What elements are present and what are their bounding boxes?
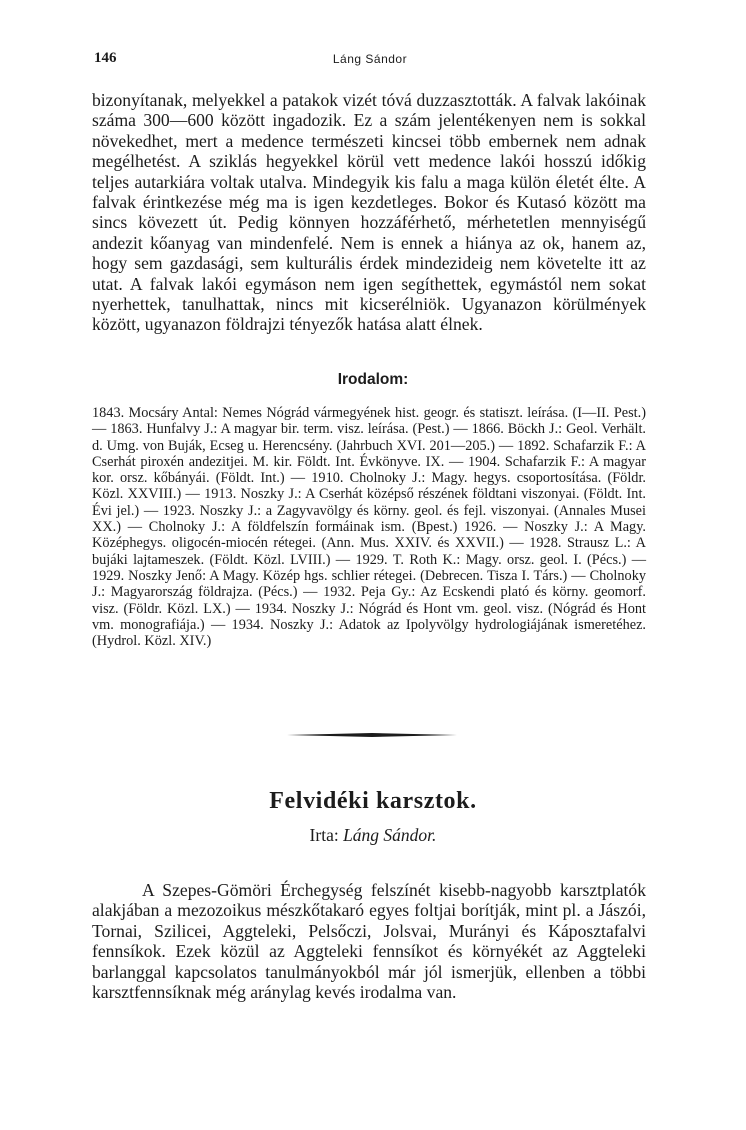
references-heading: Irodalom: [337, 371, 409, 388]
author-name: Láng Sándor. [343, 825, 437, 845]
running-head: Láng Sándor [332, 52, 408, 66]
references-list: 1843. Mocsáry Antal: Nemes Nógrád vármegyének hist. geogr. és statiszt. leírása. (I—II. Pest.) — 1863. Hunfalvy J.: A magyar bir. term. visz. leírása. (Pest.) — 1866. Böckh J.: Geol. Verhält. d. Umg. von Buják, Ecseg u. Herencsény. (Jahrbuch XVI. 201—205.) — 1892. Schafarzik F.: A Cserhát piroxén andezitjei. M. kir. Földt. Int. Évkönyve. IX. — 1904. Schafarzik F.: A magyar kor. orsz. kőbányái. (Földt. Int.) — 1910. Cholnoky J.: Magy. hegys. csoportosítása. (Földr. Közl. XXVIII.) — 1913. Noszky J.: A Cserhát középső részének földtani viszonyai. (Földt. Int. Évi jel.) — 1923. Noszky J.: a Zagyvavölgy és körny. geol. és fejl. viszonyai. (Annales Musei XX.) — Cholnoky J.: A földfelszín formáinak ism. (Bpest.) 1926. — Noszky J.: A Magy. Középhegys. oligocén-miocén rétegei. (Ann. Mus. XXIV. és XXVII.) — 1928. Strausz L.: A bujáki lajtameszek. (Földt. Közl. LVIII.) — 1929. T. Roth K.: Magy. orsz. geol. I. (Pécs.) — 1929. Noszky Jenő: A Magy. Közép hgs. schlier rétegei. (Debrecen. Tisza I. Társ.) — Cholnoky J.: Magyarország földrajza. (Pécs.) — 1932. Peja Gy.: Az Ecskendi plató és körny. geomorf. visz. (Földr. Közl. LX.) — 1934. Noszky J.: Nógrád és Hont vm. geol. visz. (Nógrád és Hont vm. monografiája.) — 1934. Noszky J.: Adatok az Ipolyvölgy hydrologiájának ismeretéhez. (Hydrol. Közl. XIV.) [92, 405, 646, 650]
ornamental-divider [287, 728, 457, 742]
article-paragraph: A Szepes-Gömöri Érchegység felszínét kisebb-nagyobb karsztplatók alakjában a mezozoikus mészkőtakaró egyes foltjai borítják, mint pl. a Jászói, Tornai, Szilicei, Aggteleki, Pelsőczi, Jolsvai, Murányi és Káposztafalvi fennsíkok. Ezek közül az Aggteleki fennsíkot és környékét az Aggteleki barlanggal kapcsolatos tanulmányokból már jól ismerjük, ellenben a többi karsztfennsíknak még aránylag kevés irodalma van. [92, 880, 646, 1003]
intro-paragraph: bizonyítanak, melyekkel a patakok vizét tóvá duzzasztották. A falvak lakóinak száma 300—600 között ingadozik. Ez a szám jelentékenyen nem is sokkal növekedhet, mert a medence természeti kincsei több embernek nem adnak megélhetést. A sziklás hegyekkel körül vett medence lakói hosszú időkig teljes autarkiára voltak utalva. Mindegyik kis falu a maga külön életét élte. A falvak érintkezése még ma is igen kezdetleges. Bokor és Kutasó között ma sincs kövezett út. Pedig könnyen hozzáférhető, mérhetetlen mennyiségű andezit kőanyag van mindenfelé. Nem is ennek a hiánya az ok, hanem az, hogy sem gazdasági, sem kulturális érdek mindezideig nem követelte itt az utat. A falvak lakói egymáson nem igen segíthettek, egymástól nem sokat nyerhettek, tanulhattak, nincs mit kicserélniök. Ugyanazon körülmények között, ugyanazon földrajzi tényezők hatása alatt élnek. [92, 90, 646, 335]
article-title: Felvidéki karsztok. [269, 788, 477, 814]
byline-prefix: Irta: [309, 825, 344, 845]
article-byline [0, 825, 746, 846]
page-header [94, 50, 646, 72]
page-number: 146 [94, 50, 117, 66]
